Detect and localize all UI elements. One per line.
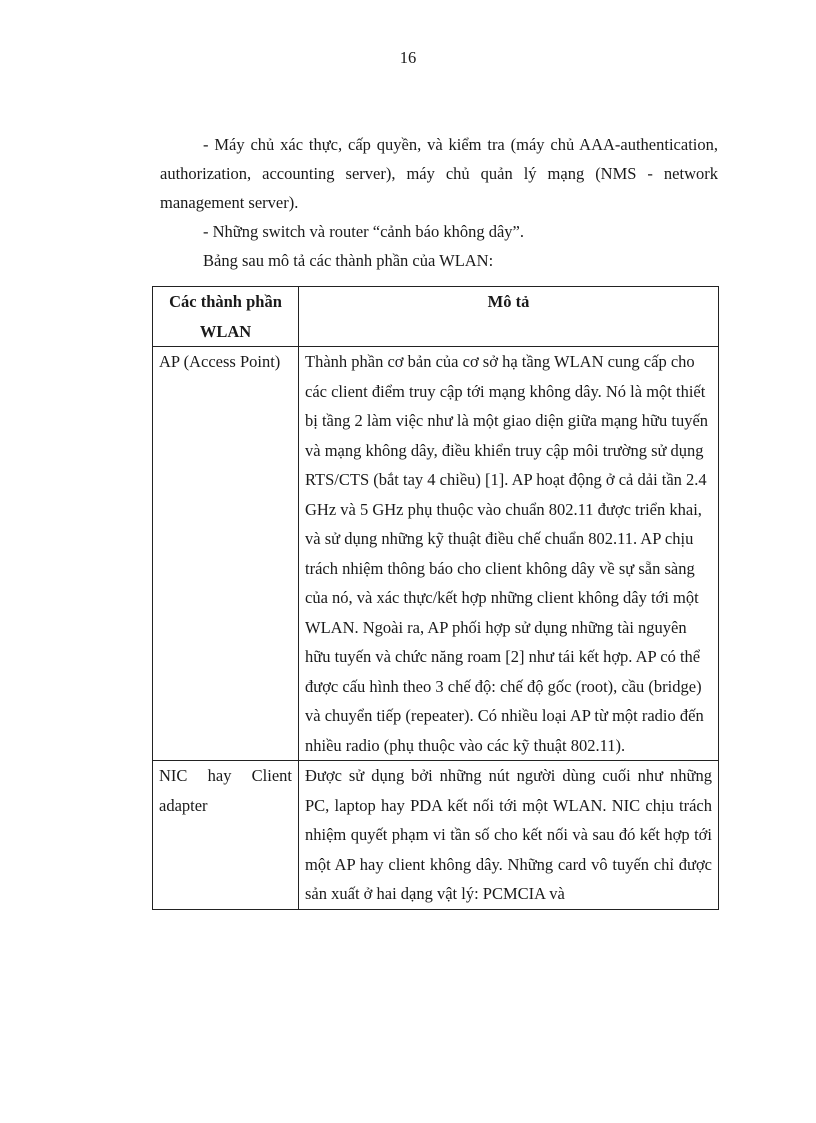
cell-description: Thành phần cơ bản của cơ sở hạ tầng WLAN cung cấp cho các client điểm truy cập tới mạng không dây. Nó là một thiết bị tầng 2 làm việc như là một giao diện giữa mạng hữu tuyến và mạng không dây, điều khiển truy cập môi trường sử dụng RTS/CTS (bắt tay 4 chiều) [1]. AP hoạt động ở cả dải tần 2.4 GHz và 5 GHz phụ thuộc vào chuẩn 802.11 được triển khai, và sử dụng những kỹ thuật điều chế chuẩn 802.11. AP chịu trách nhiệm thông báo cho client không dây về sự sẵn sàng của nó, và xác thực/kết hợp những client không dây tới một WLAN. Ngoài ra, AP phối hợp sử dụng những tài nguyên hữu tuyến và chức năng roam [2] như tái kết hợp. AP có thể được cấu hình theo 3 chế độ: chế độ gốc (root), cầu (bridge) và chuyển tiếp (repeater). Có nhiều loại AP từ một radio đến nhiều radio (phụ thuộc vào các kỹ thuật 802.11).: [299, 347, 719, 761]
header-component-label: Các thành phần WLAN: [169, 292, 282, 341]
cell-component: NIC hay Client adapter: [153, 761, 299, 910]
page-number: 16: [399, 48, 417, 67]
header-description: [299, 287, 719, 347]
cell-description: Được sử dụng bởi những nút người dùng cuối như những PC, laptop hay PDA kết nối tới một WLAN. NIC chịu trách nhiệm quyết phạm vi tần số cho kết nối và sau đó kết hợp tới một AP hay client không dây. Những card vô tuyến chỉ được sản xuất ở hai dạng vật lý: PCMCIA và: [299, 761, 719, 910]
wlan-components-table: [152, 286, 719, 910]
intro-text: [160, 130, 718, 275]
table-row: [153, 347, 719, 761]
intro-paragraph-table-caption: Bảng sau mô tả các thành phần của WLAN:: [203, 251, 494, 270]
intro-paragraph-switches: - Những switch và router “cảnh báo không dây”.: [203, 222, 524, 241]
table-row: [153, 761, 719, 910]
header-component: [153, 287, 299, 347]
header-description-label: Mô tả: [487, 292, 530, 311]
intro-paragraph-servers: - Máy chủ xác thực, cấp quyền, và kiểm tra (máy chủ AAA-authentication, authorization, accounting server), máy chủ quản lý mạng (NMS - network management server).: [160, 135, 718, 212]
cell-component: AP (Access Point): [153, 347, 299, 761]
table-header-row: [153, 287, 719, 347]
